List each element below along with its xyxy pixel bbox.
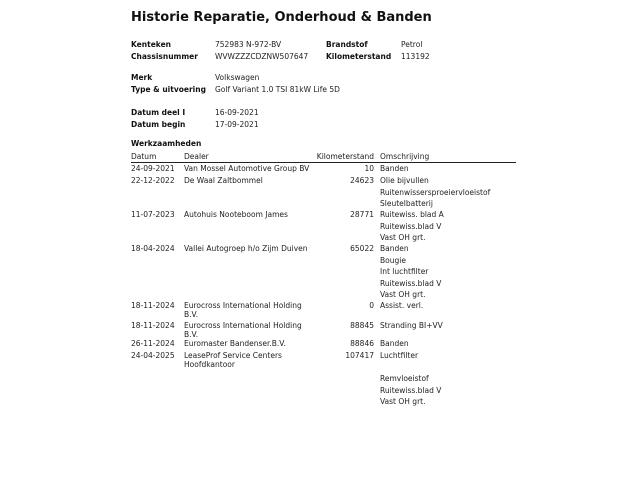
kilometerstand-label: Kilometerstand: [326, 52, 392, 61]
row-dealer: Eurocross International Holding B.V.: [184, 321, 302, 339]
merk-value: Volkswagen: [215, 73, 260, 82]
row-description-item: Ruitewiss.blad V: [380, 221, 442, 231]
datum-begin-label: Datum begin: [131, 120, 186, 129]
row-date: 26-11-2024: [131, 339, 175, 348]
row-description-item: Remvloeistof: [380, 374, 429, 383]
row-kilometerstand: 107417: [345, 351, 374, 360]
row-dealer: Vallei Autogroep h/o Zijm Duiven: [184, 244, 308, 253]
row-descriptions: [380, 339, 409, 351]
column-header-km: Kilometerstand: [316, 152, 374, 161]
brandstof-label: Brandstof: [326, 40, 368, 49]
row-kilometerstand: 24623: [350, 176, 374, 185]
row-description-item: Assist. verl.: [380, 301, 424, 310]
datum-begin-value: 17-09-2021: [215, 120, 259, 129]
datum-deel1-label: Datum deel I: [131, 108, 186, 117]
datum-deel1-value: 16-09-2021: [215, 108, 259, 117]
kenteken-label: Kenteken: [131, 40, 171, 49]
row-descriptions: [380, 351, 441, 409]
row-kilometerstand: 88846: [350, 339, 374, 348]
chassis-value: WVWZZZCDZNW507647: [215, 52, 309, 61]
row-dealer: Eurocross International Holding B.V.: [184, 301, 302, 319]
kilometerstand-value: 113192: [401, 52, 430, 61]
row-date: 18-04-2024: [131, 244, 175, 253]
row-descriptions: [380, 164, 409, 176]
row-description-item: Banden: [380, 339, 409, 348]
row-date: 24-09-2021: [131, 164, 175, 173]
row-dealer: Van Mossel Automotive Group BV: [184, 164, 310, 173]
row-date: 18-11-2024: [131, 301, 175, 310]
row-descriptions: [380, 210, 444, 245]
brandstof-value: Petrol: [401, 40, 423, 49]
row-date: 18-11-2024: [131, 321, 175, 330]
row-kilometerstand: 65022: [350, 244, 374, 253]
row-description-item: Banden: [380, 164, 409, 173]
row-description-item: Sleutelbatterij: [380, 199, 433, 208]
row-dealer: De Waal Zaltbommel: [184, 176, 263, 185]
row-description-item: Ruitewiss. blad A: [380, 210, 444, 219]
header-divider: [131, 162, 516, 163]
row-dealer: Autohuis Nooteboom James: [184, 210, 288, 219]
row-description-item: Vast OH grt.: [380, 233, 426, 242]
merk-label: Merk: [131, 73, 153, 82]
row-description-item: Vast OH grt.: [380, 290, 426, 299]
row-kilometerstand: 0: [369, 301, 374, 310]
row-descriptions: [380, 301, 423, 313]
column-header-dealer: Dealer: [184, 152, 209, 161]
row-dealer: LeaseProf Service Centers Hoofdkantoor: [184, 351, 282, 369]
row-dealer: Euromaster Bandenser.B.V.: [184, 339, 286, 348]
row-kilometerstand: 10: [364, 164, 374, 173]
row-description-item: Int luchtfilter: [380, 267, 429, 276]
row-description-item: Ruitewiss.blad V: [380, 385, 442, 395]
row-date: 11-07-2023: [131, 210, 175, 219]
row-description-item: Ruitewiss.blad V: [380, 278, 442, 288]
row-descriptions: [380, 176, 490, 211]
row-kilometerstand: 28771: [350, 210, 374, 219]
chassis-label: Chassisnummer: [131, 52, 198, 61]
row-description-item: Bougie: [380, 255, 406, 265]
row-description-item: Olie bijvullen: [380, 176, 429, 185]
page-title: Historie Reparatie, Onderhoud & Banden: [131, 10, 432, 25]
type-value: Golf Variant 1.0 TSI 81kW Life 5D: [215, 85, 340, 94]
row-description-item: Vast OH grt.: [380, 397, 426, 406]
column-header-date: Datum: [131, 152, 157, 161]
column-header-description: Omschrijving: [380, 152, 430, 161]
row-descriptions: [380, 321, 443, 333]
kenteken-value: 752983 N-972-BV: [215, 40, 282, 49]
type-label: Type & uitvoering: [131, 85, 206, 94]
row-description-item: Banden: [380, 244, 409, 253]
row-kilometerstand: 88845: [350, 321, 374, 330]
row-description-item: Ruitenwissersproeiervloeistof: [380, 187, 491, 197]
row-descriptions: [380, 244, 441, 302]
row-date: 22-12-2022: [131, 176, 175, 185]
row-description-item: Stranding BI+VV: [380, 321, 443, 330]
row-description-item: [380, 363, 441, 375]
werkzaamheden-heading: Werkzaamheden: [131, 139, 202, 148]
row-description-item: Luchtfilter: [380, 351, 419, 360]
row-date: 24-04-2025: [131, 351, 175, 360]
